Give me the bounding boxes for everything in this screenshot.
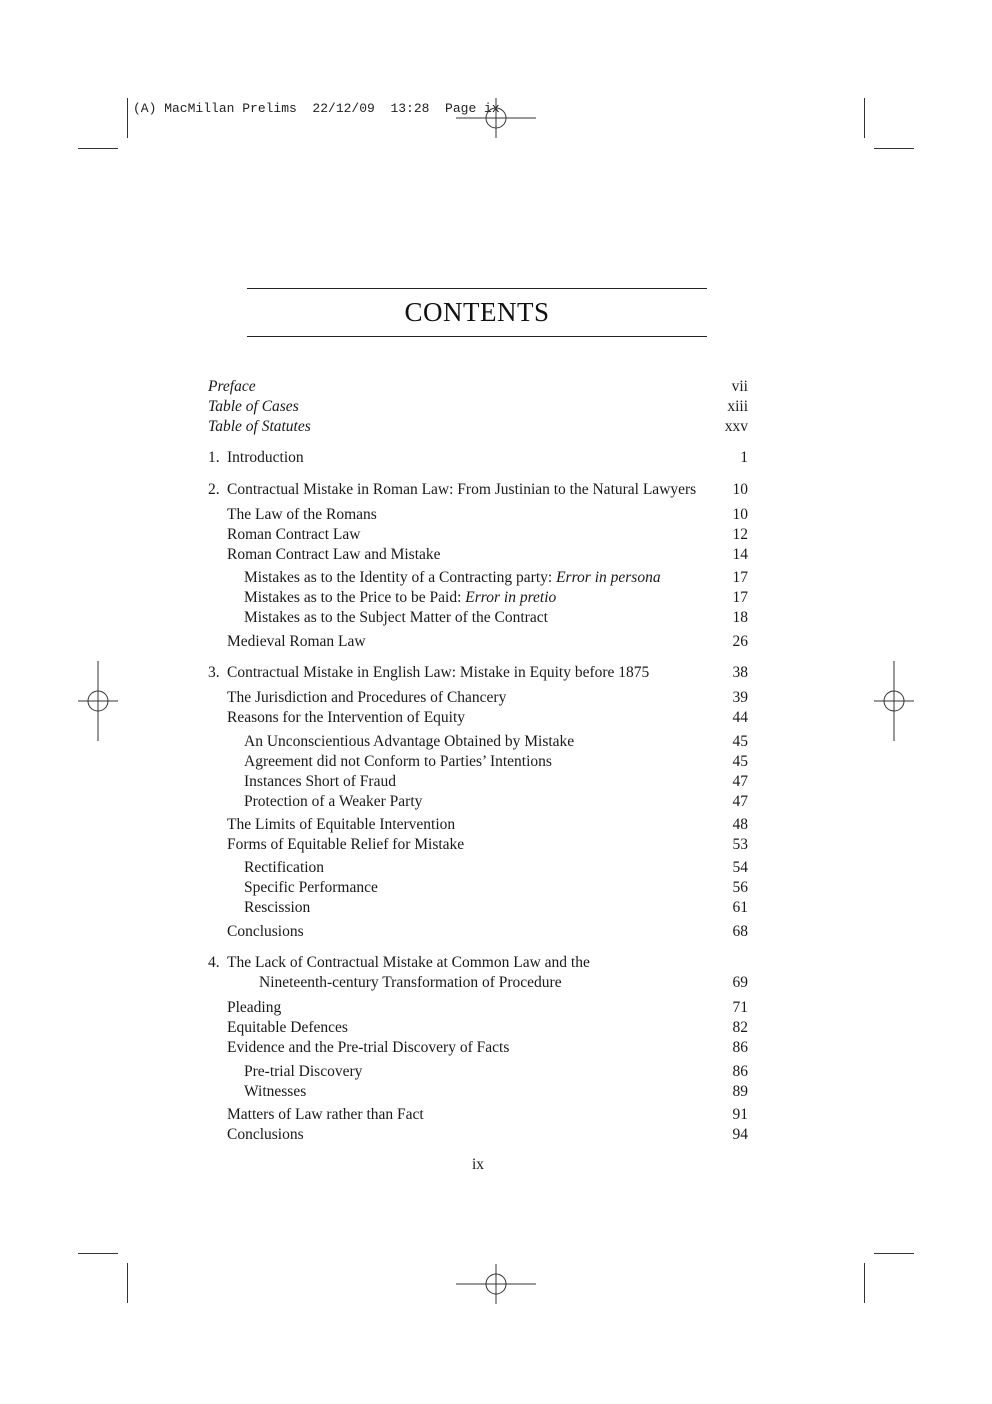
toc-page: 89 bbox=[732, 1083, 748, 1100]
toc-chapter: 3. Contractual Mistake in English Law: Mistake in Equity before 1875 38 bbox=[208, 664, 748, 681]
crop-mark bbox=[127, 1263, 128, 1303]
toc-subsection: Rectification 54 bbox=[244, 859, 748, 876]
toc-subsection: Witnesses 89 bbox=[244, 1083, 748, 1100]
toc-page: 39 bbox=[732, 689, 748, 706]
toc-page: 45 bbox=[732, 733, 748, 750]
toc-section: The Law of the Romans 10 bbox=[227, 506, 748, 523]
toc-section: Roman Contract Law and Mistake 14 bbox=[227, 546, 748, 563]
toc-page: 17 bbox=[732, 589, 748, 606]
registration-mark-icon bbox=[456, 98, 536, 138]
toc-chapter: 1. Introduction 1 bbox=[208, 449, 748, 466]
printer-slug: (A) MacMillan Prelims 22/12/09 13:28 Page ix bbox=[133, 101, 500, 116]
toc-chapter: 4. The Lack of Contractual Mistake at Common Law and the bbox=[208, 954, 590, 971]
toc-page: 44 bbox=[732, 709, 748, 726]
toc-page: vii bbox=[731, 378, 748, 395]
toc-page: 86 bbox=[732, 1039, 748, 1056]
toc-section: Conclusions 94 bbox=[227, 1126, 748, 1143]
toc-chapter: 2. Contractual Mistake in Roman Law: From Justinian to the Natural Lawyers 10 bbox=[208, 481, 748, 498]
registration-mark-icon bbox=[78, 661, 118, 741]
toc-subsection: Protection of a Weaker Party 47 bbox=[244, 793, 748, 810]
toc-section: Roman Contract Law 12 bbox=[227, 526, 748, 543]
toc-page: 71 bbox=[732, 999, 748, 1016]
toc-subsection: Mistakes as to the Price to be Paid: Error in pretio 17 bbox=[244, 589, 748, 606]
toc-subsection: Mistakes as to the Subject Matter of the Contract 18 bbox=[244, 609, 748, 626]
title-rule-top bbox=[247, 288, 707, 289]
crop-mark bbox=[874, 1253, 914, 1254]
toc-page: 82 bbox=[732, 1019, 748, 1036]
toc-page: 17 bbox=[732, 569, 748, 586]
toc-page: 48 bbox=[732, 816, 748, 833]
toc-page: 45 bbox=[732, 753, 748, 770]
toc-page: 53 bbox=[732, 836, 748, 853]
page-title: CONTENTS bbox=[404, 297, 550, 327]
toc-subsection: Agreement did not Conform to Parties’ Intentions 45 bbox=[244, 753, 748, 770]
crop-mark bbox=[78, 1253, 118, 1254]
toc-section: The Jurisdiction and Procedures of Chancery 39 bbox=[227, 689, 748, 706]
toc-section: Pleading 71 bbox=[227, 999, 748, 1016]
toc-page: 61 bbox=[732, 899, 748, 916]
toc-subsection: Instances Short of Fraud 47 bbox=[244, 773, 748, 790]
toc-subsection: Rescission 61 bbox=[244, 899, 748, 916]
toc-subsection: Pre-trial Discovery 86 bbox=[244, 1063, 748, 1080]
toc-page: 68 bbox=[732, 923, 748, 940]
toc-section: Evidence and the Pre-trial Discovery of Facts 86 bbox=[227, 1039, 748, 1056]
toc-subsection: Specific Performance 56 bbox=[244, 879, 748, 896]
toc-page: 10 bbox=[732, 506, 748, 523]
toc-page: 86 bbox=[732, 1063, 748, 1080]
toc-page: 26 bbox=[732, 633, 748, 650]
toc-page: 94 bbox=[732, 1126, 748, 1143]
crop-mark bbox=[127, 98, 128, 138]
toc-page: 47 bbox=[732, 793, 748, 810]
crop-mark bbox=[864, 1263, 865, 1303]
toc-section: Reasons for the Intervention of Equity 44 bbox=[227, 709, 748, 726]
toc-page: 69 bbox=[732, 974, 748, 991]
registration-mark-icon bbox=[874, 661, 914, 741]
toc-page: 47 bbox=[732, 773, 748, 790]
toc-page: xiii bbox=[727, 398, 748, 415]
toc-page: 12 bbox=[732, 526, 748, 543]
page-number: ix bbox=[471, 1156, 485, 1173]
toc-page: 18 bbox=[732, 609, 748, 626]
toc-section: Equitable Defences 82 bbox=[227, 1019, 748, 1036]
toc-page: 14 bbox=[732, 546, 748, 563]
toc-section: Medieval Roman Law 26 bbox=[227, 633, 748, 650]
registration-mark-icon bbox=[456, 1264, 536, 1304]
toc-chapter-continuation: Nineteenth-century Transformation of Procedure 69 bbox=[259, 974, 748, 991]
toc-entry-front: Preface vii bbox=[208, 378, 748, 395]
toc-page: 38 bbox=[732, 664, 748, 681]
toc-entry-front: Table of Statutes xxv bbox=[208, 418, 748, 435]
toc-page: 54 bbox=[732, 859, 748, 876]
toc-subsection: An Unconscientious Advantage Obtained by Mistake 45 bbox=[244, 733, 748, 750]
crop-mark bbox=[78, 148, 118, 149]
toc-subsection: Mistakes as to the Identity of a Contracting party: Error in persona 17 bbox=[244, 569, 748, 586]
title-rule-bottom bbox=[247, 336, 707, 337]
crop-mark bbox=[874, 148, 914, 149]
toc-section: Matters of Law rather than Fact 91 bbox=[227, 1106, 748, 1123]
toc-page: 1 bbox=[740, 449, 748, 466]
toc-entry-front: Table of Cases xiii bbox=[208, 398, 748, 415]
toc-page: 91 bbox=[732, 1106, 748, 1123]
toc-page: xxv bbox=[724, 418, 748, 435]
toc-section: The Limits of Equitable Intervention 48 bbox=[227, 816, 748, 833]
crop-mark bbox=[864, 98, 865, 138]
toc-section: Conclusions 68 bbox=[227, 923, 748, 940]
toc-page: 10 bbox=[732, 481, 748, 498]
toc-page: 56 bbox=[732, 879, 748, 896]
toc-section: Forms of Equitable Relief for Mistake 53 bbox=[227, 836, 748, 853]
